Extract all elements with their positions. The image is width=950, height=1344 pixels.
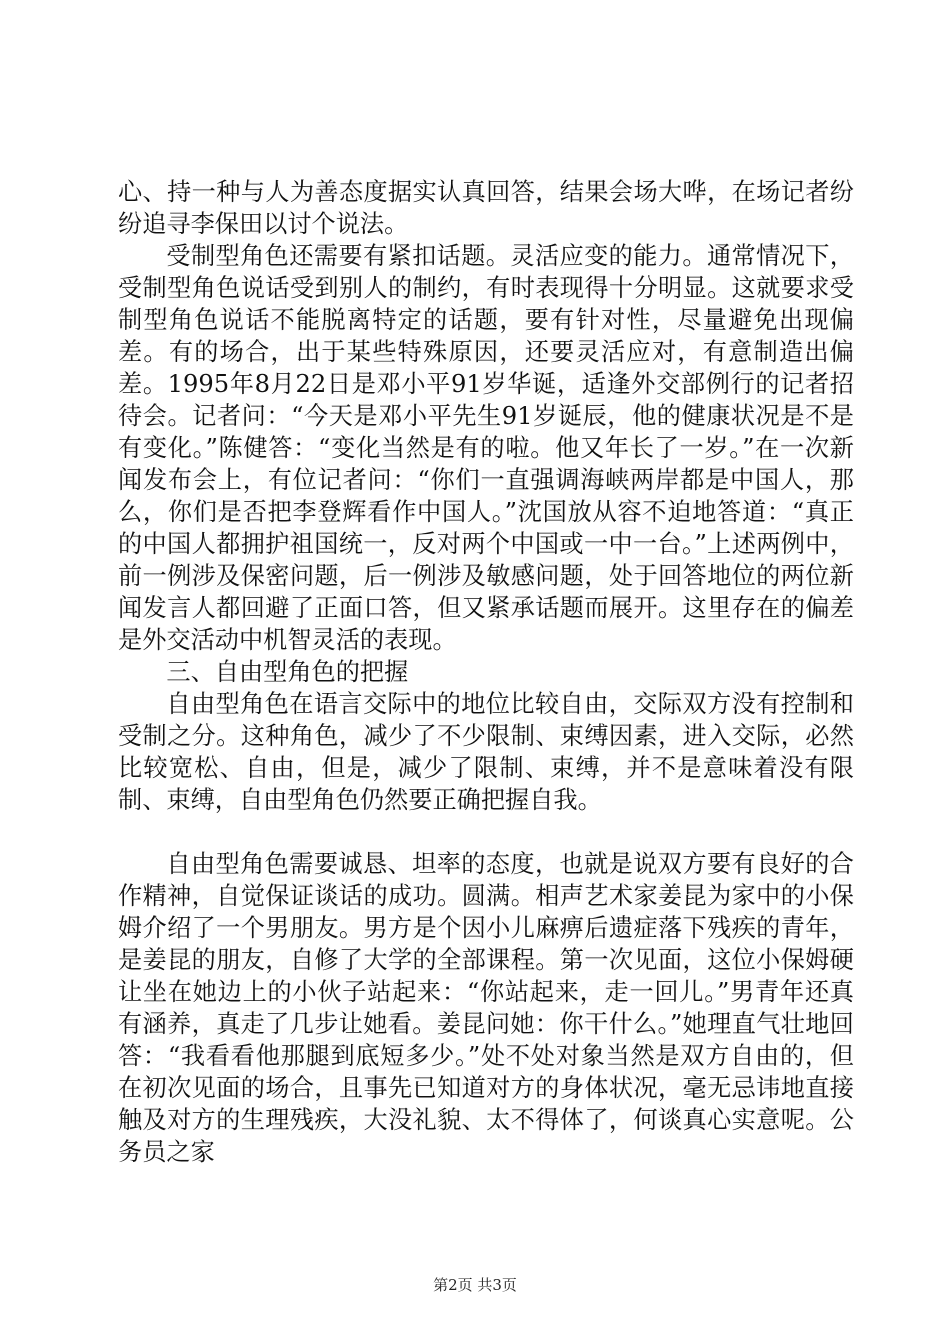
paragraph-continuation: 心、持一种与人为善态度据实认真回答，结果会场大哗，在场记者纷纷追寻李保田以讨个说法。 [118,178,854,238]
paragraph-free-role-example: 自由型角色需要诚恳、坦率的态度，也就是说双方要有良好的合作精神，自觉保证谈话的成功。圆满。相声艺术家姜昆为家中的小保姆介绍了一个男朋友。男方是个因小儿麻痹后遗症落下残疾的青年，是姜昆的朋友，自修了大学的全部课程。第一次见面，这位小保姆硬让坐在她边上的小伙子站起来：“你站起来，走一回儿。”男青年还真有涵养，真走了几步让她看。姜昆问她：你干什么。”她理直气壮地回答：“我看看他那腿到底短多少。”处不处对象当然是双方自由的，但在初次见面的场合，且事先已知道对方的身体状况，毫无忌讳地直接触及对方的生理残疾，大没礼貌、太不得体了，何谈真心实意呢。公务员之家 [118,850,854,1166]
page-footer: 第2页 共3页 [433,1276,517,1294]
section-heading-free-role: 三、自由型角色的把握 [166,658,409,686]
document-body [118,176,854,1168]
paragraph-restricted-role: 受制型角色还需要有紧扣话题。灵活应变的能力。通常情况下，受制型角色说话受到别人的制约，有时表现得十分明显。这就要求受制型角色说话不能脱离特定的话题，要有针对性，尽量避免出现偏差。有的场合，出于某些特殊原因，还要灵活应对，有意制造出偏差。1995年8月22日是邓小平91岁华诞，适逢外交部例行的记者招待会。记者问：“今天是邓小平先生91岁诞辰，他的健康状况是不是有变化。”陈健答：“变化当然是有的啦。他又年长了一岁。”在一次新闻发布会上，有位记者问：“你们一直强调海峡两岸都是中国人，那么，你们是否把李登辉看作中国人。”沈国放从容不迫地答道：“真正的中国人都拥护祖国统一，反对两个中国或一中一台。”上述两例中，前一例涉及保密问题，后一例涉及敏感问题，处于回答地位的两位新闻发言人都回避了正面口答，但又紧承话题而展开。这里存在的偏差是外交活动中机智灵活的表现。 [118,242,854,654]
paragraph-gap [118,816,854,848]
paragraph-free-role-intro: 自由型角色在语言交际中的地位比较自由，交际双方没有控制和受制之分。这种角色，减少了不少限制、束缚因素，进入交际，必然比较宽松、自由，但是，减少了限制、束缚，并不是意味着没有限制、束缚，自由型角色仍然要正确把握自我。 [118,690,854,814]
